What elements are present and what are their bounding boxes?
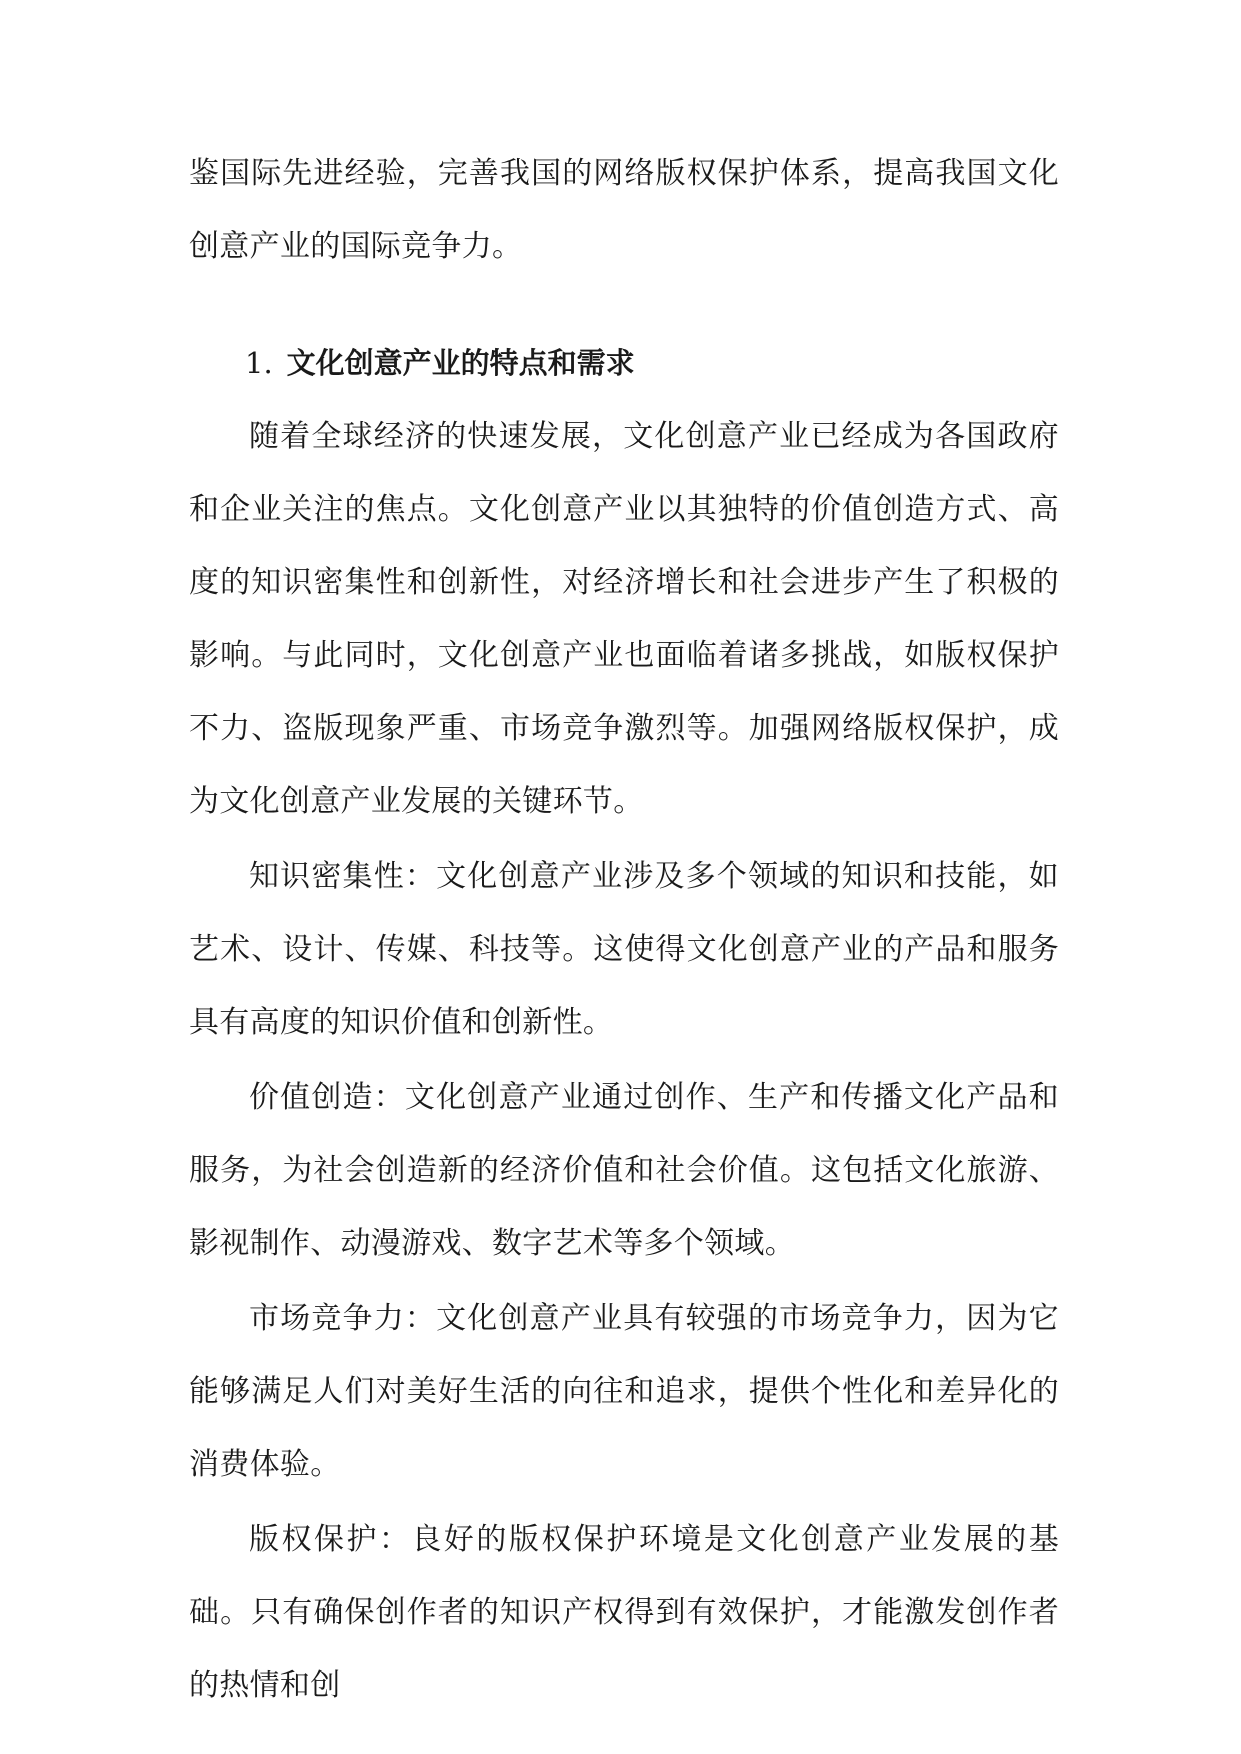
section-number: 1. — [245, 346, 273, 380]
paragraph-knowledge-intensive: 知识密集性：文化创意产业涉及多个领域的知识和技能，如艺术、设计、传媒、科技等。这使得文化创意产业的产品和服务具有高度的知识价值和创新性。 — [189, 859, 1059, 1040]
section-heading — [189, 327, 1059, 400]
document-body — [189, 137, 1059, 1724]
section-title: 文化创意产业的特点和需求 — [286, 346, 635, 380]
paragraph-market-competitiveness: 市场竞争力：文化创意产业具有较强的市场竞争力，因为它能够满足人们对美好生活的向往和追求，提供个性化和差异化的消费体验。 — [189, 1301, 1059, 1482]
paragraph-copyright-protection: 版权保护：良好的版权保护环境是文化创意产业发展的基础。只有确保创作者的知识产权得到有效保护，才能激发创作者的热情和创 — [189, 1522, 1059, 1703]
paragraph-value-creation: 价值创造：文化创意产业通过创作、生产和传播文化产品和服务，为社会创造新的经济价值和社会价值。这包括文化旅游、影视制作、动漫游戏、数字艺术等多个领域。 — [189, 1080, 1059, 1261]
paragraph-overview: 随着全球经济的快速发展，文化创意产业已经成为各国政府和企业关注的焦点。文化创意产业以其独特的价值创造方式、高度的知识密集性和创新性，对经济增长和社会进步产生了积极的影响。与此同时，文化创意产业也面临着诸多挑战，如版权保护不力、盗版现象严重、市场竞争激烈等。加强网络版权保护，成为文化创意产业发展的关键环节。 — [189, 419, 1059, 819]
intro-continuation-paragraph: 鉴国际先进经验，完善我国的网络版权保护体系，提高我国文化创意产业的国际竞争力。 — [189, 156, 1059, 264]
